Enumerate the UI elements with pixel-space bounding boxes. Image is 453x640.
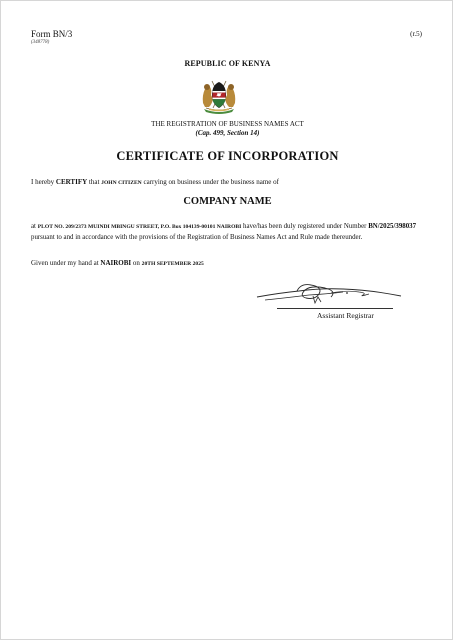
registration-paragraph [31, 222, 427, 242]
person-name: JOHN CITIZEN [101, 180, 142, 186]
certify-that: that [87, 178, 102, 186]
given-prefix: Given under my hand at [31, 259, 101, 267]
form-number: Form BN/3 [31, 29, 73, 39]
act-title: THE REGISTRATION OF BUSINESS NAMES ACT [151, 120, 304, 128]
kenya-coat-of-arms-icon [200, 75, 238, 115]
registered-text: have/has been duly registered under Number [241, 223, 369, 230]
certify-word: CERTIFY [55, 178, 88, 186]
signatory-title: Assistant Registrar [317, 311, 374, 320]
republic-heading: REPUBLIC OF KENYA [184, 59, 271, 68]
given-place: NAIROBI [100, 259, 132, 267]
signature-line [277, 308, 393, 309]
given-statement [31, 259, 204, 267]
business-address: PLOT NO. 209/2373 MUINDI MBINGU STREET, P.O. Box 104139-00101 NAIROBI [37, 224, 242, 230]
at-word: at [31, 223, 38, 230]
certificate-title: CERTIFICATE OF INCORPORATION [116, 149, 339, 163]
company-name: COMPANY NAME [183, 196, 272, 207]
given-date: 20TH SEPTEMBER 2025 [141, 261, 204, 267]
certify-statement [31, 178, 279, 186]
registration-number: BN/2025/398037 [368, 223, 417, 230]
given-on: on [131, 259, 142, 267]
act-chapter: (Cap. 499, Section 14) [195, 129, 260, 137]
rule-reference: (r.5) [410, 30, 422, 38]
certify-suffix: carrying on business under the business name of [141, 178, 279, 186]
signature-icon [251, 277, 406, 311]
form-code: (348778) [31, 40, 50, 45]
certify-prefix: I hereby [31, 178, 56, 186]
pursuant-text: pursuant to and in accordance with the provisions of the Registration of Business Names Act and Rule made thereunder. [31, 233, 363, 241]
